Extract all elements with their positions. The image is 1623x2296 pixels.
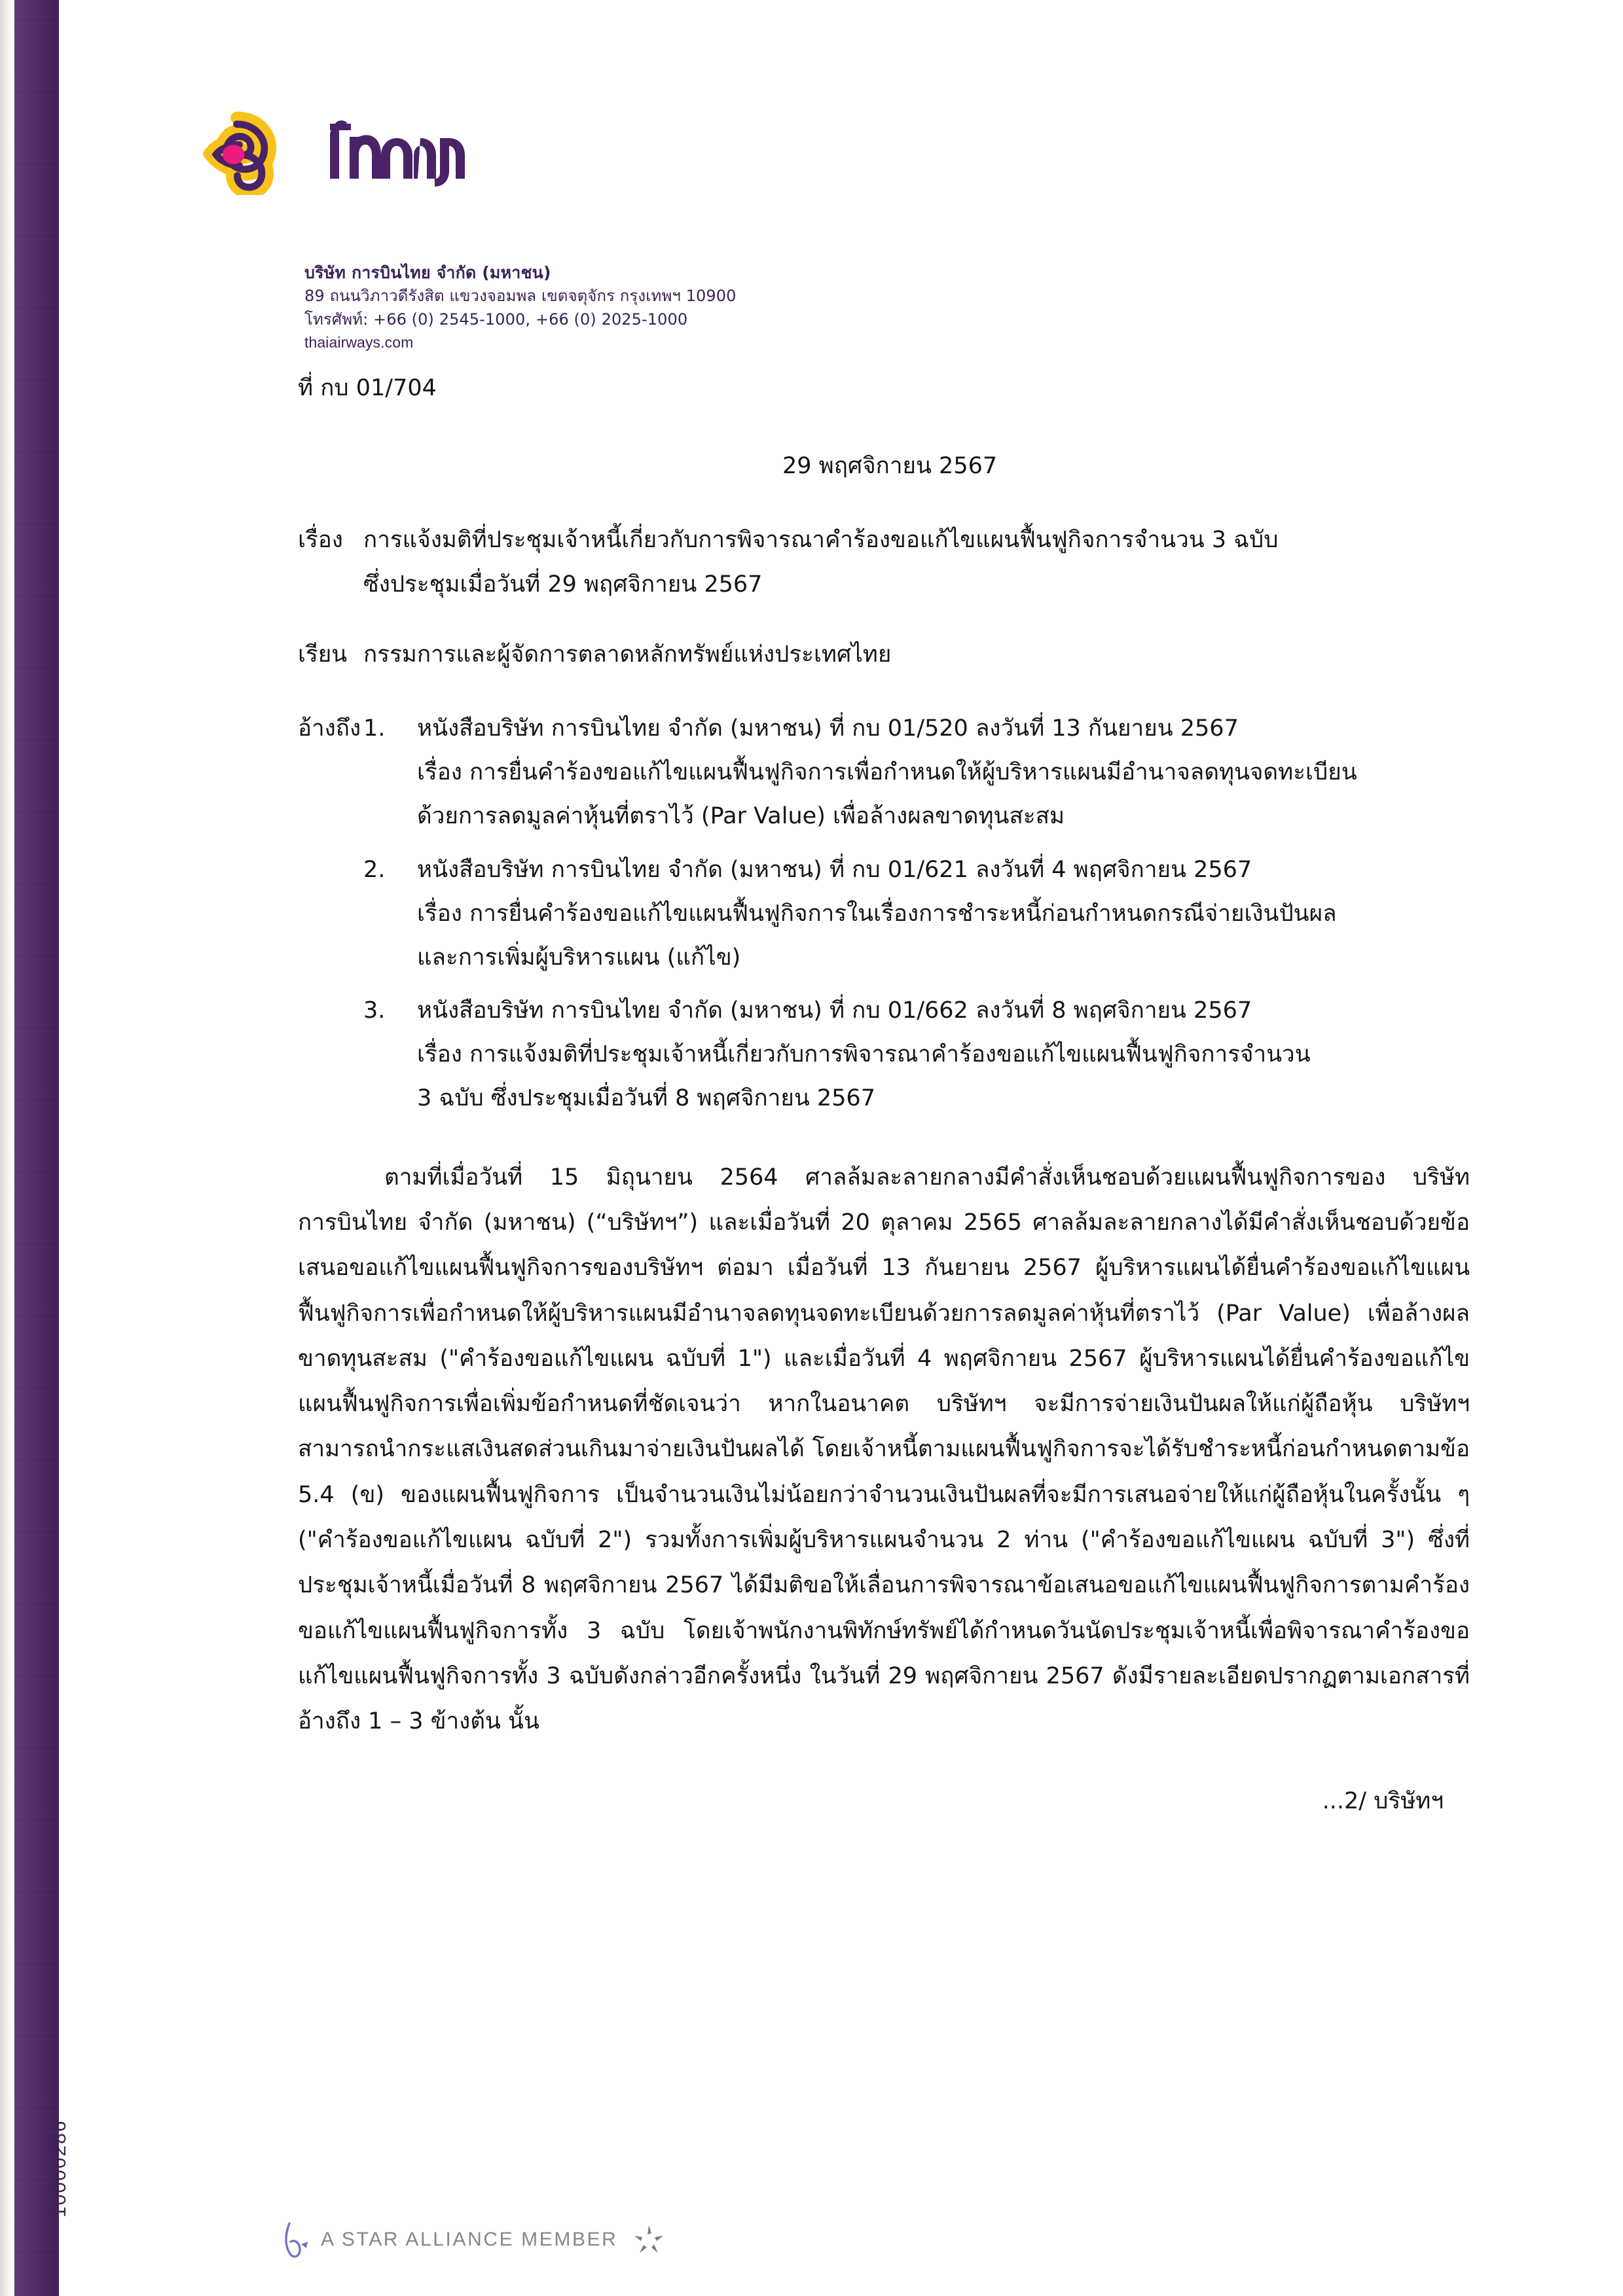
list-item	[363, 707, 1470, 839]
reference-item-line-3: 3 ฉบับ ซึ่งประชุมเมื่อวันที่ 8 พฤศจิกายน 2567	[417, 1085, 875, 1112]
reference-items	[363, 707, 1470, 1121]
reference-item-number: 2.	[363, 856, 386, 883]
reference-row	[298, 707, 1470, 1121]
attention-value: กรรมการและผู้จัดการตลาดหลักทรัพย์แห่งประเทศไทย	[363, 641, 892, 668]
reference-item-line-1: หนังสือบริษัท การบินไทย จำกัด (มหาชน) ที่ กบ 01/621 ลงวันที่ 4 พฤศจิกายน 2567	[417, 856, 1252, 883]
reference-item-text	[417, 707, 1470, 839]
subject-line-2: ซึ่งประชุมเมื่อวันที่ 29 พฤศจิกายน 2567	[363, 571, 763, 598]
thai-wordmark	[325, 115, 472, 192]
subject-row	[298, 518, 1470, 606]
document-archive-number: 10000286	[48, 2119, 70, 2217]
reference-item-line-1: หนังสือบริษัท การบินไทย จำกัด (มหาชน) ที่ กบ 01/662 ลงวันที่ 8 พฤศจิกายน 2567	[417, 997, 1252, 1024]
star-alliance-swoosh-icon	[282, 2219, 312, 2260]
letter-body	[298, 367, 1470, 1824]
company-address: 89 ถนนวิภาวดีรังสิต แขวงจอมพล เขตจตุจักร กรุงเทพฯ 10900	[304, 287, 737, 305]
company-address-block	[304, 260, 737, 353]
scan-edge	[0, 0, 14, 2296]
document-reference-number: ที่ กบ 01/704	[298, 375, 437, 401]
reference-label: อ้างถึง	[298, 715, 361, 742]
reference-item-line-2: เรื่อง การยื่นคำร้องขอแก้ไขแผนฟื้นฟูกิจการในเรื่องการชำระหนี้ก่อนกำหนดกรณีจ่ายเงินปันผล	[417, 900, 1337, 927]
list-item	[363, 989, 1470, 1121]
paragraph-text: ตามที่เมื่อวันที่ 15 มิถุนายน 2564 ศาลล้มละลายกลางมีคำสั่งเห็นชอบด้วยแผนฟื้นฟูกิจการของ บริษัท การบินไทย จำกัด (มหาชน) (“บริษัทฯ”) และเมื่อวันที่ 20 ตุลาคม 2565 ศาลล้มละลายกลางได้มีคำสั่งเห็นชอบด้วยข้อเสนอขอแก้ไขแผนฟื้นฟูกิจการของบริษัทฯ ต่อมา เมื่อวันที่ 13 กันยายน 2567 ผู้บริหารแผนได้ยื่นคำร้องขอแก้ไขแผนฟื้นฟูกิจการเพื่อกำหนดให้ผู้บริหารแผนมีอำนาจลดทุนจดทะเบียนด้วยการลดมูลค่าหุ้นที่ตราไว้ (Par Value) เพื่อล้างผลขาดทุนสะสม ("คำร้องขอแก้ไขแผน ฉบับที่ 1") และเมื่อวันที่ 4 พฤศจิกายน 2567 ผู้บริหารแผนได้ยื่นคำร้องขอแก้ไขแผนฟื้นฟูกิจการเพื่อเพิ่มข้อกำหนดที่ชัดเจนว่า หากในอนาคต บริษัทฯ จะมีการจ่ายเงินปันผลให้แก่ผู้ถือหุ้น บริษัทฯ สามารถนำกระแสเงินสดส่วนเกินมาจ่ายเงินปันผลได้ โดยเจ้าหนี้ตามแผนฟื้นฟูกิจการจะได้รับชำระหนี้ก่อนกำหนดตามข้อ 5.4 (ข) ของแผนฟื้นฟูกิจการ เป็นจำนวนเงินไม่น้อยกว่าจำนวนเงินปันผลที่จะมีการเสนอจ่ายให้แก่ผู้ถือหุ้นในครั้งนั้น ๆ ("คำร้องขอแก้ไขแผน ฉบับที่ 2") รวมทั้งการเพิ่มผู้บริหารแผนจำนวน 2 ท่าน ("คำร้องขอแก้ไขแผน ฉบับที่ 3") ซึ่งที่ประชุมเจ้าหนี้เมื่อวันที่ 8 พฤศจิกายน 2567 ได้มีมติขอให้เลื่อนการพิจารณาข้อเสนอขอแก้ไขแผนฟื้นฟูกิจการตามคำร้องขอแก้ไขแผนฟื้นฟูกิจการทั้ง 3 ฉบับ โดยเจ้าพนักงานพิทักษ์ทรัพย์ได้กำหนดวันนัดประชุมเจ้าหนี้เพื่อพิจารณาคำร้องขอแก้ไขแผนฟื้นฟูกิจการทั้ง 3 ฉบับดังกล่าวอีกครั้งหนึ่ง ในวันที่ 29 พฤศจิกายน 2567 ดังมีรายละเอียดปรากฏตามเอกสารที่อ้างถึง 1 – 3 ข้างต้น นั้น	[298, 1164, 1470, 1735]
letterhead	[203, 111, 472, 195]
company-name: บริษัท การบินไทย จำกัด (มหาชน)	[304, 263, 551, 282]
document-date: 29 พฤศจิกายน 2567	[782, 453, 998, 480]
left-purple-stripe	[14, 0, 59, 2296]
thai-airways-logo-icon	[203, 111, 313, 195]
logo-row	[203, 111, 472, 195]
star-alliance-footer	[282, 2219, 666, 2260]
list-item	[363, 848, 1470, 980]
reference-item-line-3: และการเพิ่มผู้บริหารแผน (แก้ไข)	[417, 944, 741, 971]
reference-item-number: 3.	[363, 997, 386, 1024]
star-alliance-star-icon	[632, 2223, 666, 2257]
reference-item-line-2: เรื่อง การแจ้งมติที่ประชุมเจ้าหนี้เกี่ยวกับการพิจารณาคำร้องขอแก้ไขแผนฟื้นฟูกิจการจำนวน	[417, 1041, 1311, 1068]
subject-value	[363, 518, 1470, 606]
subject-line-1: การแจ้งมติที่ประชุมเจ้าหนี้เกี่ยวกับการพิจารณาคำร้องขอแก้ไขแผนฟื้นฟูกิจการจำนวน 3 ฉบับ	[363, 527, 1279, 554]
reference-item-line-2: เรื่อง การยื่นคำร้องขอแก้ไขแผนฟื้นฟูกิจการเพื่อกำหนดให้ผู้บริหารแผนมีอำนาจลดทุนจดทะเบียน	[417, 759, 1357, 786]
reference-item-line-1: หนังสือบริษัท การบินไทย จำกัด (มหาชน) ที่ กบ 01/520 ลงวันที่ 13 กันยายน 2567	[417, 715, 1239, 742]
page-continuation-marker: ...2/ บริษัทฯ	[1322, 1788, 1444, 1815]
reference-item-text	[417, 848, 1470, 980]
company-phone: โทรศัพท์: +66 (0) 2545-1000, +66 (0) 2025-1000	[304, 310, 688, 329]
body-paragraph	[298, 1155, 1470, 1745]
attention-label: เรียน	[298, 641, 348, 668]
star-alliance-label: A STAR ALLIANCE MEMBER	[321, 2229, 618, 2250]
reference-item-text	[417, 989, 1470, 1121]
reference-item-number: 1.	[363, 715, 386, 742]
attention-row	[298, 633, 1470, 677]
company-website[interactable]: thaiairways.com	[304, 334, 414, 351]
reference-item-line-3: ด้วยการลดมูลค่าหุ้นที่ตราไว้ (Par Value) เพื่อล้างผลขาดทุนสะสม	[417, 803, 1065, 830]
subject-label: เรื่อง	[298, 527, 343, 554]
